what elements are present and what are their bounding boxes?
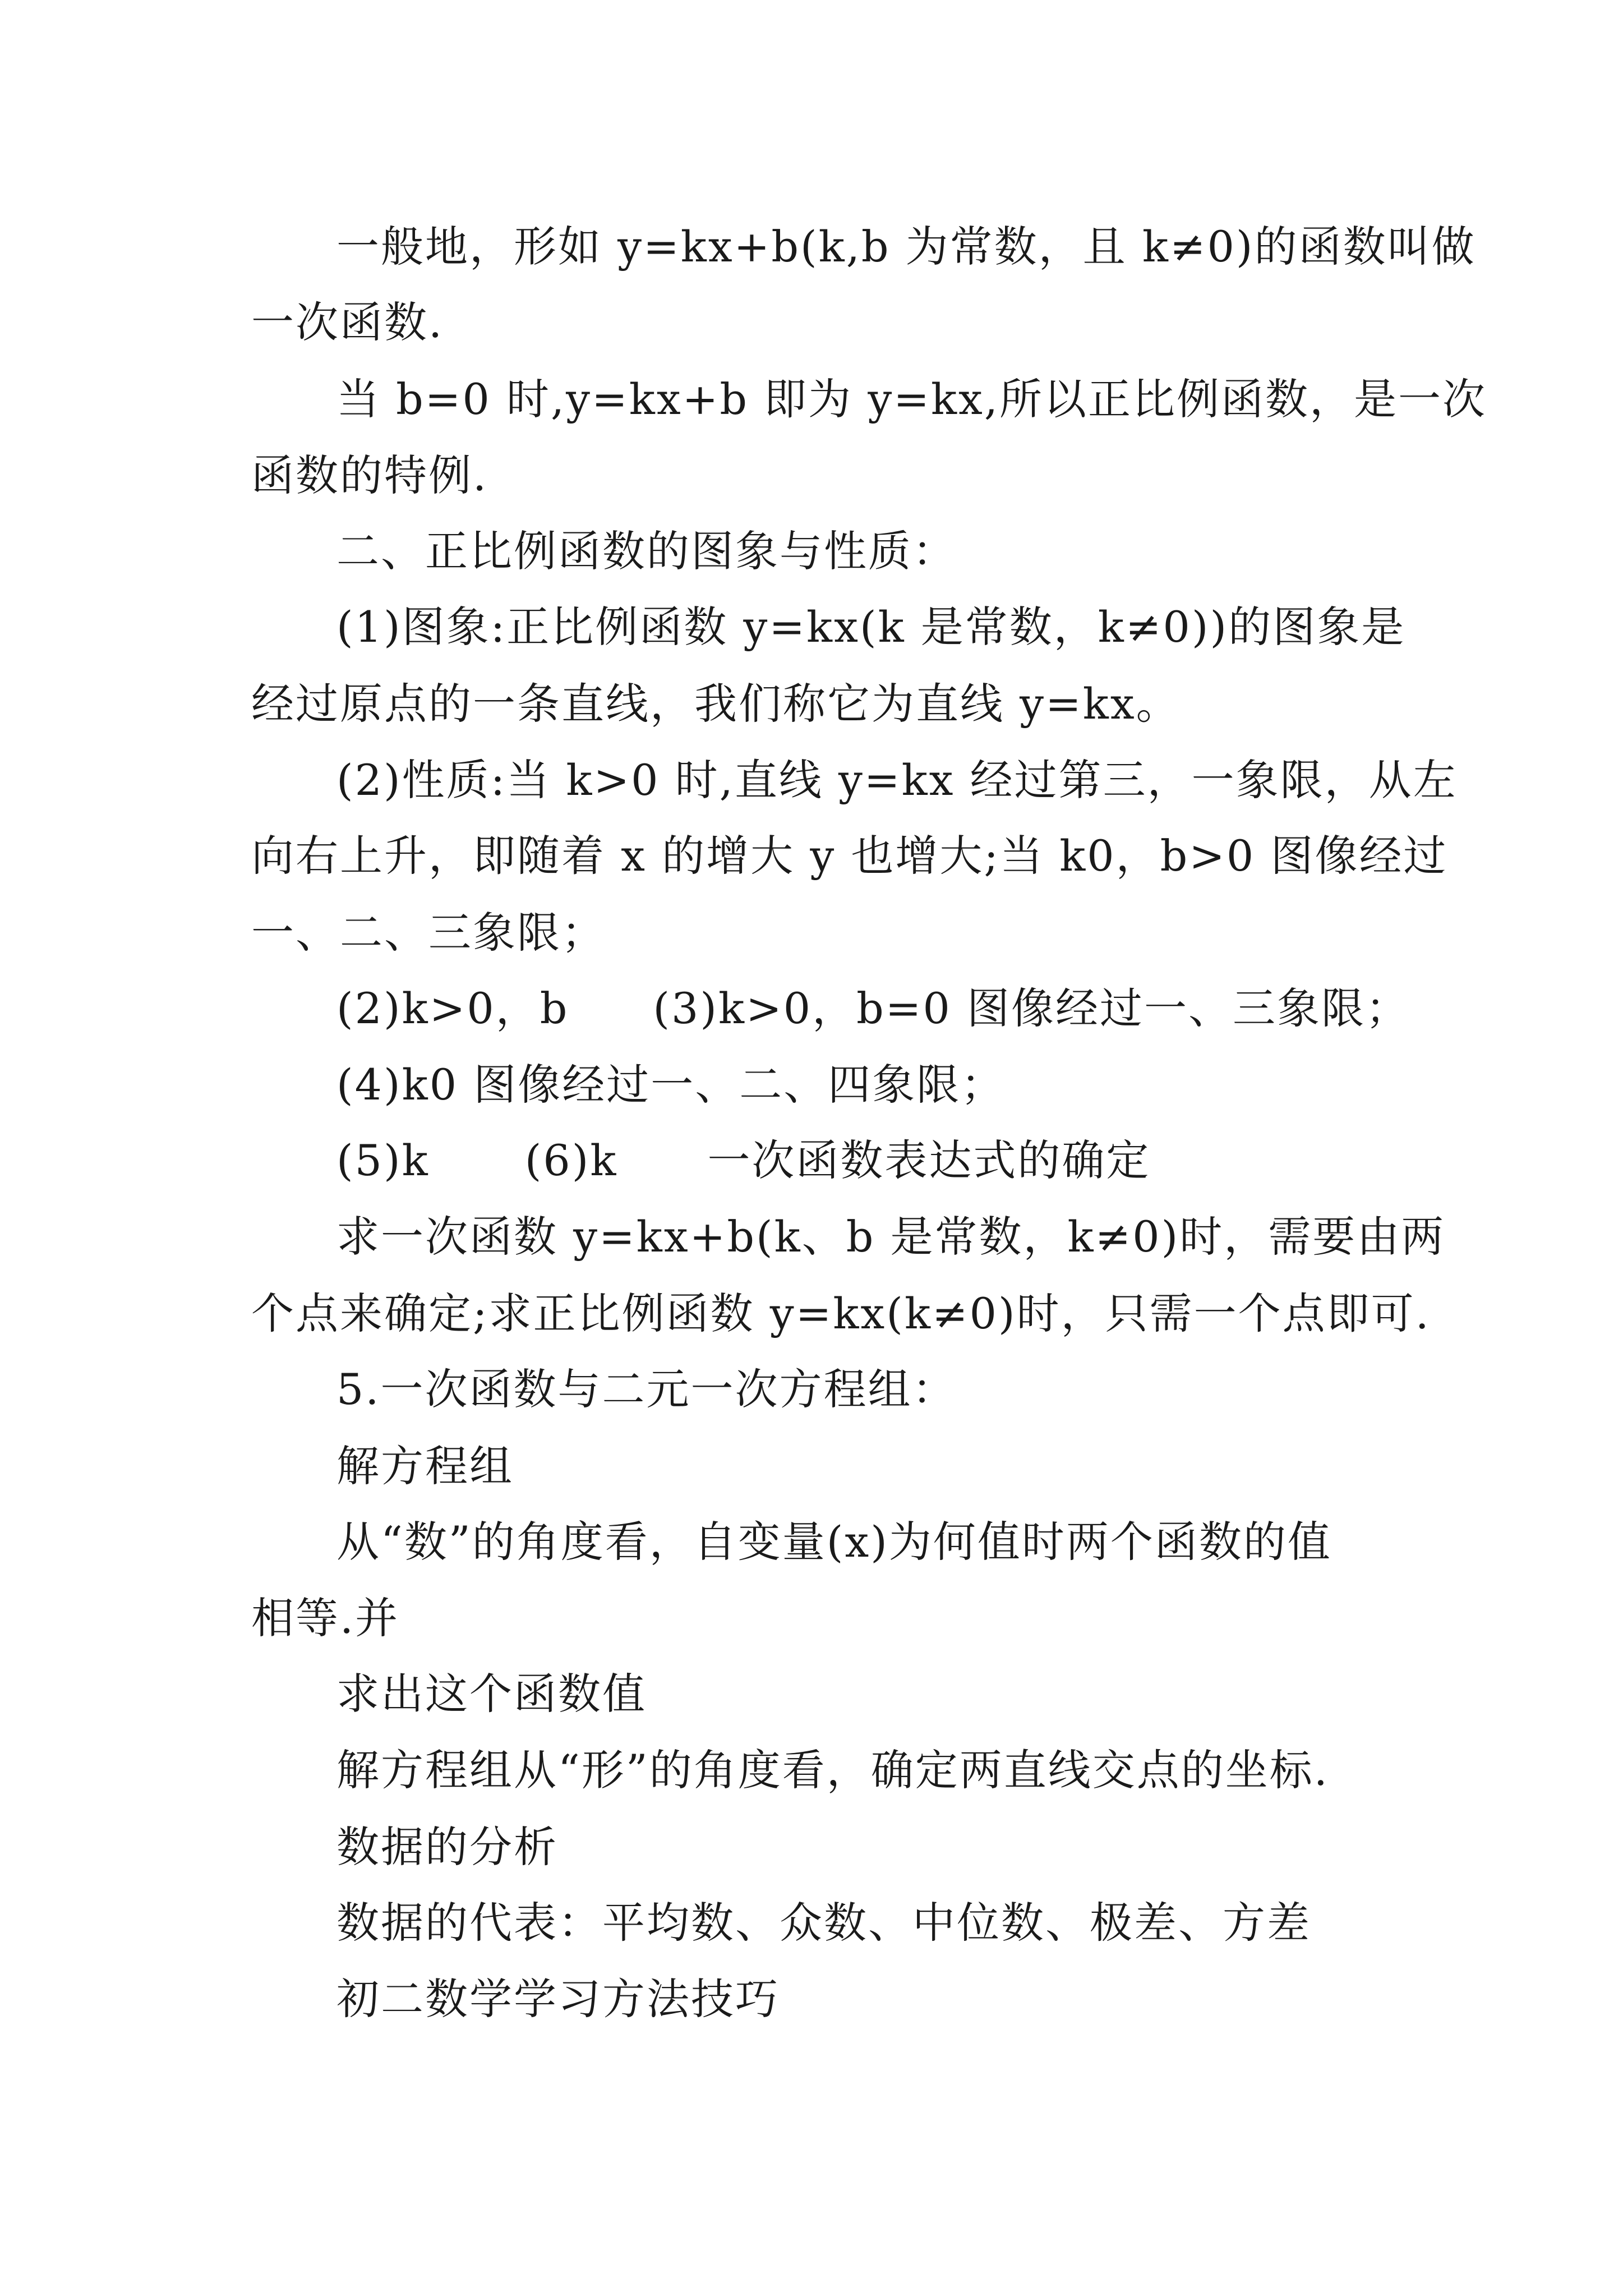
paragraph-line: 求出这个函数值 [336, 1669, 647, 1719]
paragraph-line: 一、二、三象限； [251, 908, 606, 958]
line-segment: (5)k [336, 1135, 430, 1185]
paragraph-line: 当 b=0 时,y=kx+b 即为 y=kx,所以正比例函数，是一次 [336, 374, 1487, 424]
paragraph-line [336, 1134, 1150, 1188]
paragraph-line: 解方程组 [336, 1441, 514, 1491]
paragraph-line: 相等.并 [251, 1593, 400, 1643]
paragraph-line [336, 982, 1410, 1036]
paragraph-line: 向右上升，即随着 x 的增大 y 也增大;当 k0，b>0 图像经过 [251, 831, 1448, 881]
paragraph-line: 一次函数. [251, 297, 444, 347]
paragraph-line: (1)图象:正比例函数 y=kx(k 是常数，k≠0))的图象是 [336, 602, 1406, 652]
paragraph-line: (4)k0 图像经过一、二、四象限； [336, 1060, 1006, 1110]
paragraph-line: 经过原点的一条直线，我们称它为直线 y=kx。 [251, 679, 1181, 729]
section-heading: 二、正比例函数的图象与性质： [336, 526, 957, 576]
paragraph-line: 解方程组从“形”的角度看，确定两直线交点的坐标. [336, 1745, 1329, 1795]
paragraph-line: 个点来确定;求正比例函数 y=kx(k≠0)时，只需一个点即可. [251, 1289, 1431, 1338]
section-heading: 5.一次函数与二元一次方程组： [336, 1364, 957, 1414]
paragraph-line: 函数的特例. [251, 450, 488, 500]
paragraph-line: 数据的代表：平均数、众数、中位数、极差、方差 [336, 1898, 1311, 1948]
line-segment: (6)k [524, 1135, 618, 1185]
paragraph-line: (2)性质:当 k>0 时,直线 y=kx 经过第三，一象限，从左 [336, 755, 1458, 805]
paragraph-line: 从“数”的角度看，自变量(x)为何值时两个函数的值 [336, 1517, 1332, 1567]
line-segment: 一次函数表达式的确定 [707, 1135, 1151, 1185]
paragraph-line: 一般地，形如 y=kx+b(k,b 为常数，且 k≠0)的函数叫做 [336, 222, 1476, 272]
paragraph-line: 求一次函数 y=kx+b(k、b 是常数，k≠0)时，需要由两 [336, 1212, 1446, 1262]
section-heading: 数据的分析 [336, 1822, 558, 1872]
line-segment: (3)k>0，b=0 图像经过一、三象限； [653, 983, 1410, 1033]
section-heading: 初二数学学习方法技巧 [336, 1974, 780, 2024]
line-segment: (2)k>0，b [336, 983, 569, 1033]
